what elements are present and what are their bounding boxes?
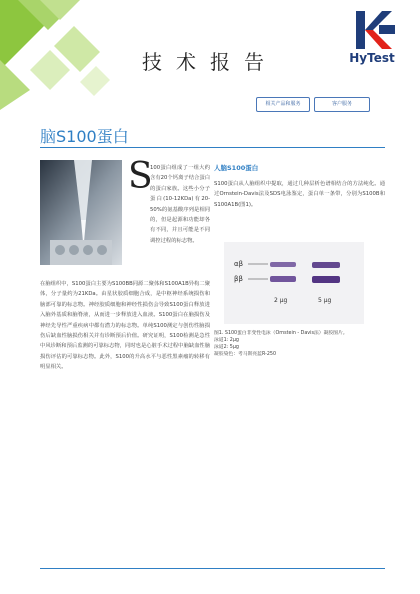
band-label: αβ (234, 260, 244, 268)
related-products-tag: 相关产品和服务 (256, 97, 310, 112)
caption-line: 凝胶染色：考马斯亮蓝R-250 (214, 352, 276, 357)
top-divider (40, 147, 385, 148)
intro-paragraph: 100蛋白组成了一组大约含有20个钙离子结合蛋白的蛋白家族。这些小分子蛋白(10-12KDa)有20-50%的氨基酸序列是相同的，但是起源和功能却各有不同，并且可能是不同调控过程的标志物。 (150, 165, 210, 244)
bottom-divider (40, 568, 385, 569)
sub-heading: 人脑S100蛋白 (214, 164, 259, 172)
caption-line: 泳道2: 5μg (214, 345, 239, 350)
figure-caption (214, 330, 385, 358)
document-title: 技术报告 (142, 50, 278, 74)
pipette-photo (40, 160, 122, 265)
body-paragraph: 在脑组织中，S100蛋白主要为S100BB同源二聚体和S100A1B异构二聚体，分子量约为21KDa。由星状胶质细胞合成，是中枢神经系统损伤和脑部可靠的标志物。神经胶质细胞和神经性损伤会导致S100蛋白释放进入脑外基质和脑脊液，从而进一步释放进入血液。S100蛋白在脑损伤及神经先导性严重疾病中都有潜力的标志物。单纯S100测定与创伤性脑损伤后缺血性脑损伤相关并有诊断预后价值。研究证明，S100检测是急性中风诊断和预后监测的可靠标志物，同时也是心脏手术过程中脑缺血性脑损伤评估的可靠标志物。此外，S100的升高水平与恶性黑素瘤的转移有明显相关。 (40, 281, 210, 371)
drop-cap: S (128, 156, 153, 197)
section-title: 脑S100蛋白 (40, 127, 129, 146)
gel-figure (224, 242, 364, 324)
gel-band (270, 262, 296, 267)
lane-label: 2 μg (274, 297, 288, 304)
brand-name: HyTest (349, 51, 395, 65)
caption-line: 泳道1: 2μg (214, 338, 239, 343)
band-label: ββ (234, 275, 243, 283)
gel-band (312, 276, 340, 283)
customer-service-tag: 客户服务 (314, 97, 370, 112)
caption-line: 图1. S100蛋白非变性电泳（Ornstein - Davis法）凝胶图片。 (214, 331, 348, 336)
right-paragraph: S100蛋白从人脑组织中提取，通过几种层析色谱相结合的方法纯化。通过Ornstein-Davis法及SDS电泳鉴定，蛋白单一条带，分别为S100B和S100A1B(图1)。 (214, 181, 385, 208)
gel-band (270, 276, 296, 282)
gel-band (312, 262, 340, 268)
lane-label: 5 μg (318, 297, 332, 304)
